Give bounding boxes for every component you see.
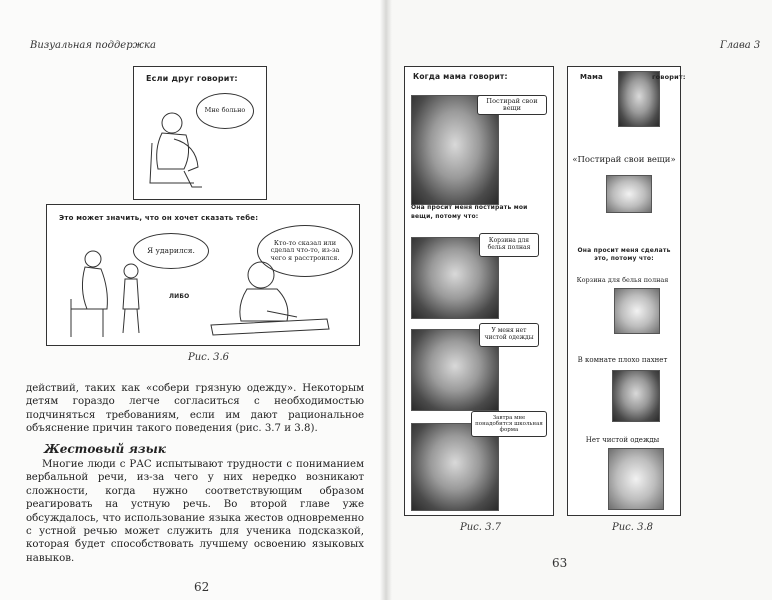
fig36-top-panel: [133, 66, 267, 200]
fig38-label-2: В комнате плохо пахнет: [577, 356, 668, 364]
washing-machine-photo: [606, 175, 652, 213]
woman-smelling-photo: [612, 370, 660, 422]
fig36-top-speech-bubble: Мне больно: [196, 93, 254, 129]
fig36-caption: Рис. 3.6: [188, 352, 230, 363]
fig38-quote: «Постирай свои вещи»: [572, 155, 676, 165]
fig37-bubble-3: У меня нет чистой одежды: [479, 323, 539, 347]
fig36-top-caption: Если друг говорит:: [146, 74, 238, 83]
laundry-basket-photo: [614, 288, 660, 334]
fig37-bubble-1: Постирай свои вещи: [477, 95, 547, 115]
fig37-bubble-2: Корзина для белья полная: [479, 233, 539, 257]
fig37-middle-caption: Она просит меня постирать мои вещи, потому что:: [411, 204, 528, 220]
sad-boy-at-desk-drawing: [207, 255, 337, 341]
right-running-head: Глава 3: [720, 40, 761, 51]
fig38-middle-caption: Она просит меня сделать это, потому что:: [577, 247, 671, 262]
right-page-number: 63: [552, 556, 568, 570]
left-running-head: Визуальная поддержка: [30, 40, 156, 51]
empty-hangers-photo: [608, 448, 664, 510]
paragraph-2: [26, 458, 364, 565]
paragraph-1-text: действий, таких как «собери грязную одежду». Некоторым детям гораздо легче согласиться с необходимостью подчиняться требованиям, если им дают рациональное объяснение причин такого поведения (рис. 3.7 и 3.8).: [26, 383, 364, 435]
fig38-caption: Рис. 3.8: [612, 522, 654, 533]
fig36-or-label: ЛИБО: [169, 293, 190, 300]
fig36-thought-bubble-right: Кто-то сказал или сделал что-то, из-за чего я расстроился.: [257, 225, 353, 277]
paragraph-1: [26, 382, 364, 436]
fig38-top-right-label: говорит:: [652, 73, 686, 81]
mother-child-drawing: [63, 249, 163, 341]
fig38-label-3: Нет чистой одежды: [585, 436, 660, 444]
fig38-top-left-label: Мама: [580, 73, 603, 81]
left-page-number: 62: [194, 580, 210, 594]
paragraph-2-text: Многие люди с РАС испытывают трудности с пониманием вербальной речи, из-за чего у них нередко возникают сложности, когда нужно соответствующим образом реагировать на устную речь. Во второй главе уже обсуждалось, что использование языка жестов одновременно с устной речью может служить для ученика подсказкой, которая будет способствовать лучшему освоению языковых навыков.: [26, 459, 364, 564]
fig36-bottom-panel: [46, 204, 360, 346]
sitting-boy-drawing: [144, 109, 214, 195]
fig38-label-1: Корзина для белья полная: [576, 276, 669, 284]
book-gutter: [380, 0, 392, 600]
fig37-panel: [404, 66, 554, 516]
fig36-bottom-caption: Это может значить, что он хочет сказать тебе:: [59, 214, 259, 222]
fig37-caption: Рис. 3.7: [460, 522, 502, 533]
fig37-bubble-4: Завтра мне понадобится школьная форма: [471, 411, 547, 437]
fig37-top-caption: Когда мама говорит:: [413, 72, 508, 81]
fig36-thought-bubble-left: Я ударился.: [133, 233, 209, 269]
section-title: Жестовый язык: [44, 442, 166, 456]
